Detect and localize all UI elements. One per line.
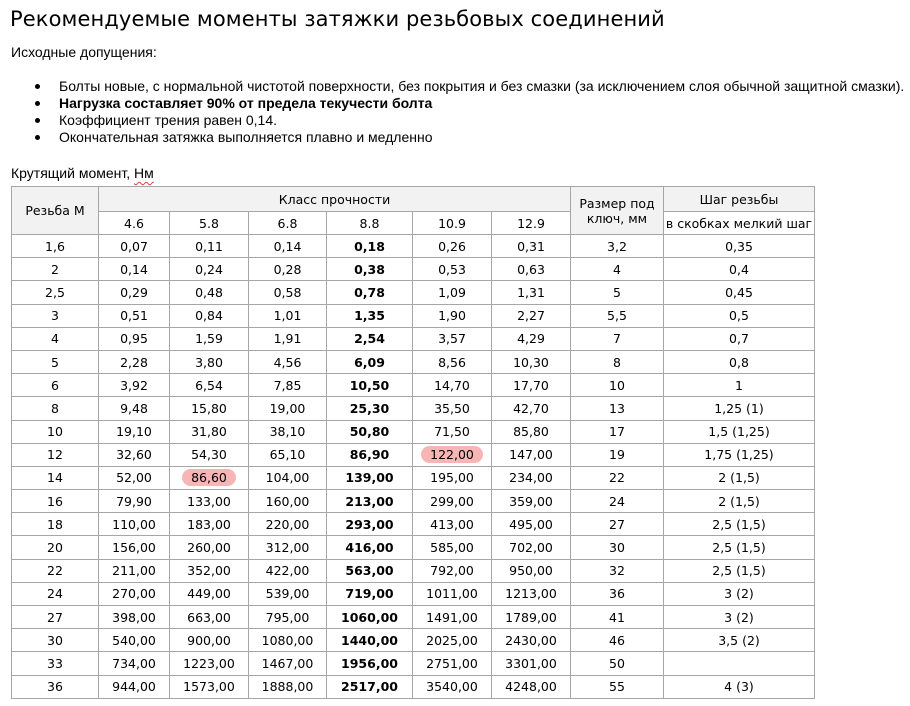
torque-cell: 86,90 [327,443,413,466]
torque-cell: 3301,00 [492,652,571,675]
torque-cell: 79,90 [99,490,170,513]
thread-size-cell: 12 [12,443,99,466]
pitch-cell: 0,5 [664,304,815,327]
thread-header: Резьба М [12,187,99,235]
table-row [12,350,815,373]
assumption-item: Окончательная затяжка выполняется плавно и медленно [11,129,904,146]
wrench-size-cell: 7 [571,327,664,350]
thread-size-cell: 27 [12,606,99,629]
torque-cell: 195,00 [413,466,492,489]
wrench-size-cell: 55 [571,675,664,698]
pitch-cell: 2,5 (1,5) [664,513,815,536]
pitch-cell: 1,5 (1,25) [664,420,815,443]
torque-cell: 8,56 [413,350,492,373]
torque-cell: 1,91 [249,327,327,350]
wrench-size-cell: 5,5 [571,304,664,327]
torque-cell: 85,80 [492,420,571,443]
pitch-cell: 2,5 (1,5) [664,559,815,582]
pitch-subheader: в скобках мелкий шаг [664,212,815,235]
torque-cell: 792,00 [413,559,492,582]
class-5-8: 5.8 [170,212,249,235]
torque-cell: 220,00 [249,513,327,536]
torque-cell: 663,00 [170,606,249,629]
pitch-cell: 3 (2) [664,582,815,605]
table-row [12,374,815,397]
table-row [12,513,815,536]
table-row [12,490,815,513]
torque-cell: 54,30 [170,443,249,466]
torque-cell: 1440,00 [327,629,413,652]
torque-cell: 352,00 [170,559,249,582]
torque-cell: 10,50 [327,374,413,397]
torque-cell: 52,00 [99,466,170,489]
wrench-size-cell: 17 [571,420,664,443]
wrench-size-cell: 27 [571,513,664,536]
torque-cell: 6,09 [327,350,413,373]
thread-size-cell: 16 [12,490,99,513]
torque-cell: 2,28 [99,350,170,373]
thread-size-cell: 1,6 [12,235,99,258]
pitch-cell: 0,45 [664,281,815,304]
torque-cell: 0,14 [99,258,170,281]
torque-cell: 1888,00 [249,675,327,698]
torque-cell: 3540,00 [413,675,492,698]
torque-cell: 104,00 [249,466,327,489]
torque-table [11,186,815,699]
table-row [12,606,815,629]
wrench-size-cell: 19 [571,443,664,466]
thread-size-cell: 22 [12,559,99,582]
pitch-cell: 0,4 [664,258,815,281]
pitch-cell: 0,7 [664,327,815,350]
torque-cell: 950,00 [492,559,571,582]
class-10-9: 10.9 [413,212,492,235]
torque-cell: 1213,00 [492,582,571,605]
thread-size-cell: 6 [12,374,99,397]
torque-cell: 0,38 [327,258,413,281]
pitch-cell: 2 (1,5) [664,490,815,513]
pitch-cell: 2 (1,5) [664,466,815,489]
torque-cell: 213,00 [327,490,413,513]
torque-cell: 413,00 [413,513,492,536]
table-row [12,258,815,281]
wrench-size-cell: 36 [571,582,664,605]
torque-cell: 31,80 [170,420,249,443]
torque-cell: 42,70 [492,397,571,420]
torque-cell: 71,50 [413,420,492,443]
thread-size-cell: 2 [12,258,99,281]
wrench-size-cell: 32 [571,559,664,582]
pitch-cell: 3 (2) [664,606,815,629]
highlight-mark: 122,00 [421,446,483,463]
table-row [12,304,815,327]
torque-cell: 795,00 [249,606,327,629]
torque-cell: 1011,00 [413,582,492,605]
wrench-size-cell: 46 [571,629,664,652]
assumptions-heading: Исходные допущения: [11,44,157,60]
torque-cell: 14,70 [413,374,492,397]
wrench-size-cell: 4 [571,258,664,281]
wrench-size-cell: 5 [571,281,664,304]
thread-size-cell: 2,5 [12,281,99,304]
torque-cell: 147,00 [492,443,571,466]
torque-cell: 6,54 [170,374,249,397]
table-row [12,281,815,304]
torque-cell: 0,51 [99,304,170,327]
torque-cell: 50,80 [327,420,413,443]
torque-cell: 422,00 [249,559,327,582]
class-6-8: 6.8 [249,212,327,235]
torque-cell: 900,00 [170,629,249,652]
torque-cell: 359,00 [492,490,571,513]
table-row [12,629,815,652]
torque-cell: 260,00 [170,536,249,559]
class-4-6: 4.6 [99,212,170,235]
pitch-cell: 0,8 [664,350,815,373]
torque-cell: 0,78 [327,281,413,304]
torque-cell: 1223,00 [170,652,249,675]
torque-cell: 3,57 [413,327,492,350]
torque-cell: 1,31 [492,281,571,304]
torque-cell: 293,00 [327,513,413,536]
table-row [12,420,815,443]
torque-cell: 0,28 [249,258,327,281]
torque-cell: 110,00 [99,513,170,536]
thread-size-cell: 24 [12,582,99,605]
wrench-size-cell: 41 [571,606,664,629]
wrench-size-cell: 22 [571,466,664,489]
torque-cell-highlighted [170,466,249,489]
torque-cell: 563,00 [327,559,413,582]
wrench-size-cell: 24 [571,490,664,513]
table-row [12,466,815,489]
torque-cell: 1,90 [413,304,492,327]
thread-size-cell: 18 [12,513,99,536]
torque-cell: 449,00 [170,582,249,605]
thread-size-cell: 33 [12,652,99,675]
table-row [12,582,815,605]
torque-cell: 0,07 [99,235,170,258]
torque-cell: 10,30 [492,350,571,373]
thread-size-cell: 4 [12,327,99,350]
torque-cell: 3,80 [170,350,249,373]
torque-cell: 585,00 [413,536,492,559]
torque-cell: 1,59 [170,327,249,350]
torque-cell: 1573,00 [170,675,249,698]
thread-size-cell: 10 [12,420,99,443]
table-row [12,443,815,466]
torque-cell: 0,63 [492,258,571,281]
pitch-cell: 1 [664,374,815,397]
table-row [12,327,815,350]
wrench-size-cell: 10 [571,374,664,397]
torque-cell: 2751,00 [413,652,492,675]
wrench-size-header: Размер под ключ, мм [571,187,664,235]
torque-cell: 25,30 [327,397,413,420]
pitch-cell: 0,35 [664,235,815,258]
torque-cell: 19,10 [99,420,170,443]
torque-cell: 0,48 [170,281,249,304]
table-row [12,536,815,559]
torque-label: Крутящий момент, Нм [11,165,154,181]
pitch-cell: 4 (3) [664,675,815,698]
torque-cell: 299,00 [413,490,492,513]
torque-cell: 139,00 [327,466,413,489]
torque-cell: 0,14 [249,235,327,258]
torque-cell: 1789,00 [492,606,571,629]
torque-cell: 0,31 [492,235,571,258]
torque-cell: 1080,00 [249,629,327,652]
torque-cell: 160,00 [249,490,327,513]
torque-cell: 495,00 [492,513,571,536]
torque-cell: 1060,00 [327,606,413,629]
wrench-size-cell: 50 [571,652,664,675]
thread-size-cell: 8 [12,397,99,420]
torque-cell: 1491,00 [413,606,492,629]
thread-size-cell: 20 [12,536,99,559]
pitch-cell: 1,75 (1,25) [664,443,815,466]
torque-cell: 38,10 [249,420,327,443]
table-row [12,559,815,582]
torque-cell: 719,00 [327,582,413,605]
pitch-header: Шаг резьбы [664,187,815,212]
torque-cell: 17,70 [492,374,571,397]
wrench-size-cell: 30 [571,536,664,559]
torque-cell: 270,00 [99,582,170,605]
thread-size-cell: 14 [12,466,99,489]
table-row [12,235,815,258]
torque-cell: 539,00 [249,582,327,605]
torque-cell: 32,60 [99,443,170,466]
torque-cell: 4,56 [249,350,327,373]
thread-size-cell: 30 [12,629,99,652]
torque-cell: 234,00 [492,466,571,489]
torque-cell: 9,48 [99,397,170,420]
table-body [12,235,815,699]
torque-cell: 944,00 [99,675,170,698]
class-header: Класс прочности [99,187,571,212]
assumptions-list [11,78,904,146]
torque-cell: 0,58 [249,281,327,304]
assumption-item: Болты новые, с нормальной чистотой поверхности, без покрытия и без смазки (за исключением слоя обычной защитной смазки). [11,78,904,95]
torque-cell: 0,18 [327,235,413,258]
assumption-item: Коэффициент трения равен 0,14. [11,112,904,129]
torque-cell: 1,09 [413,281,492,304]
torque-cell: 2,27 [492,304,571,327]
torque-cell: 0,26 [413,235,492,258]
torque-cell: 4248,00 [492,675,571,698]
class-8-8: 8.8 [327,212,413,235]
torque-cell: 0,24 [170,258,249,281]
torque-cell: 65,10 [249,443,327,466]
torque-cell: 1,35 [327,304,413,327]
torque-cell: 7,85 [249,374,327,397]
torque-cell: 3,92 [99,374,170,397]
torque-cell: 1,01 [249,304,327,327]
torque-cell: 183,00 [170,513,249,536]
torque-cell: 0,53 [413,258,492,281]
thread-size-cell: 3 [12,304,99,327]
torque-cell: 0,11 [170,235,249,258]
table-row [12,397,815,420]
wrench-size-cell: 13 [571,397,664,420]
torque-cell: 35,50 [413,397,492,420]
class-12-9: 12.9 [492,212,571,235]
highlight-mark: 86,60 [182,469,236,486]
torque-cell: 156,00 [99,536,170,559]
pitch-cell: 2,5 (1,5) [664,536,815,559]
torque-cell: 540,00 [99,629,170,652]
torque-cell: 19,00 [249,397,327,420]
torque-cell: 416,00 [327,536,413,559]
thread-size-cell: 5 [12,350,99,373]
torque-cell: 2025,00 [413,629,492,652]
torque-cell: 734,00 [99,652,170,675]
pitch-cell: 3,5 (2) [664,629,815,652]
wrench-size-cell: 3,2 [571,235,664,258]
torque-cell: 1956,00 [327,652,413,675]
thread-size-cell: 36 [12,675,99,698]
assumption-item: Нагрузка составляет 90% от предела текучести болта [11,95,904,112]
torque-cell: 133,00 [170,490,249,513]
pitch-cell [664,652,815,675]
torque-cell: 4,29 [492,327,571,350]
torque-cell: 312,00 [249,536,327,559]
torque-cell: 211,00 [99,559,170,582]
torque-cell: 0,84 [170,304,249,327]
torque-cell: 1467,00 [249,652,327,675]
pitch-cell: 1,25 (1) [664,397,815,420]
torque-cell: 398,00 [99,606,170,629]
table-row [12,675,815,698]
page-title: Рекомендуемые моменты затяжки резьбовых соединений [10,7,665,31]
torque-cell: 2,54 [327,327,413,350]
wrench-size-cell: 8 [571,350,664,373]
torque-cell: 0,29 [99,281,170,304]
torque-cell: 0,95 [99,327,170,350]
torque-cell-highlighted [413,443,492,466]
torque-cell: 15,80 [170,397,249,420]
torque-cell: 2517,00 [327,675,413,698]
torque-cell: 2430,00 [492,629,571,652]
table-row [12,652,815,675]
torque-unit: Нм [134,165,154,181]
torque-cell: 702,00 [492,536,571,559]
